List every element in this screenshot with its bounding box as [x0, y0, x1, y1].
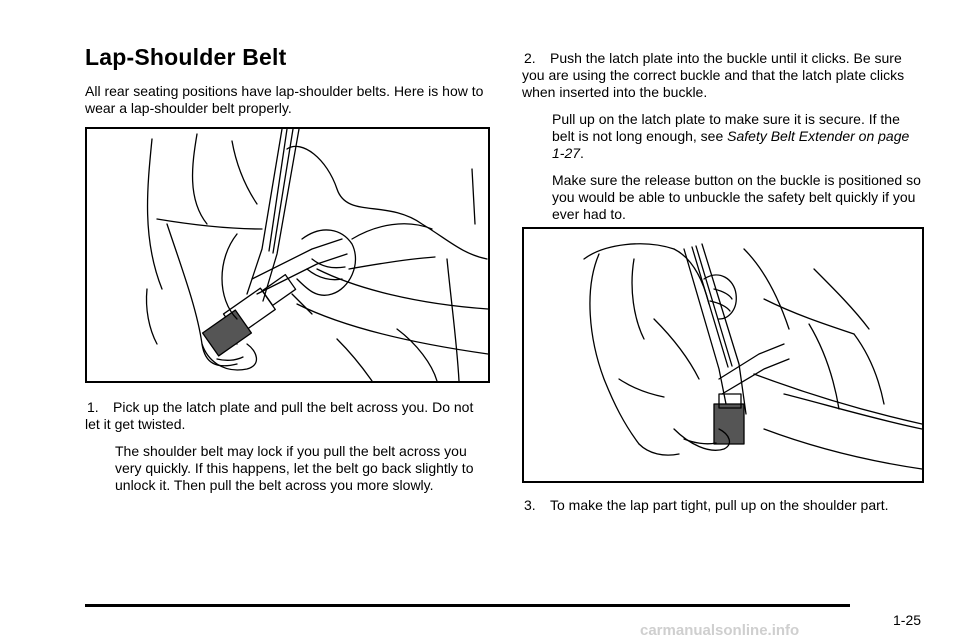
illustration-pull-belt — [87, 129, 488, 381]
step-1-text: Pick up the latch plate and pull the belt across you. Do not let it get twisted. — [85, 399, 474, 432]
page-number: 1-25 — [893, 612, 922, 628]
step-2-paragraph-1-text: Pull up on the latch plate to make sure it is secure. If the belt is not long enough, see — [552, 111, 900, 144]
step-1-paragraph: The shoulder belt may lock if you pull the belt across you very quickly. If this happens, let the belt go back slightly to unlock it. Then pull the belt across you more slowly. — [115, 443, 474, 493]
step-1 — [85, 399, 490, 433]
watermark: carmanualsonline.info — [640, 622, 800, 639]
illustration-tighten-belt — [524, 229, 922, 481]
step-2 — [522, 50, 924, 101]
intro-paragraph: All rear seating positions have lap-shoulder belts. Here is how to wear a lap-shoulder belt properly. — [85, 83, 484, 116]
figure-latch-plate — [85, 127, 490, 383]
step-2-paragraph-1-end: . — [580, 145, 584, 161]
left-column — [85, 44, 490, 494]
step-2-paragraph-1 — [552, 111, 924, 162]
step-2-text: Push the latch plate into the buckle until it clicks. Be sure you are using the correct buckle and that the latch plate clicks when inserted into the buckle. — [522, 50, 905, 100]
footer-rule — [85, 604, 850, 607]
step-2-paragraph-2: Make sure the release button on the buckle is positioned so you would be able to unbuckle the safety belt quickly if you ever had to. — [552, 172, 921, 222]
step-number: 2. — [524, 50, 536, 66]
right-column — [522, 50, 924, 514]
step-3-text: To make the lap part tight, pull up on the shoulder part. — [550, 497, 889, 513]
step-number: 1. — [87, 399, 99, 415]
step-3 — [522, 497, 924, 514]
cross-reference-link[interactable]: Safety Belt Extender on page 1-27 — [552, 128, 910, 161]
page-title: Lap-Shoulder Belt — [85, 44, 287, 70]
figure-lap-tighten — [522, 227, 924, 483]
step-number: 3. — [524, 497, 536, 513]
